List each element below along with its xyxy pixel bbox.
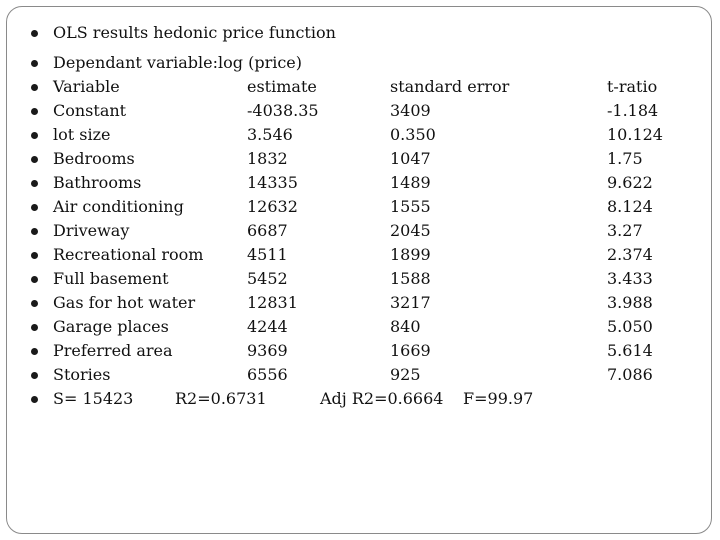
row-standard-error: 2045 [390, 221, 431, 240]
row-variable: Stories [53, 365, 111, 384]
row-standard-error: 3217 [390, 293, 431, 312]
stat-s: S= 15423 [53, 389, 134, 408]
bullet-icon [31, 108, 38, 115]
row-t-ratio: 3.433 [607, 269, 653, 288]
row-variable: lot size [53, 125, 111, 144]
row-estimate: 6687 [247, 221, 288, 240]
row-t-ratio: 1.75 [607, 149, 643, 168]
bullet-icon [31, 156, 38, 163]
row-variable: Bathrooms [53, 173, 142, 192]
row-t-ratio: 9.622 [607, 173, 653, 192]
bullet-icon [31, 396, 38, 403]
row-standard-error: 1899 [390, 245, 431, 264]
stat-f: F=99.97 [463, 389, 534, 408]
row-variable: Preferred area [53, 341, 173, 360]
header-estimate: estimate [247, 77, 317, 96]
bullet-icon [31, 180, 38, 187]
bullet-icon [31, 30, 38, 37]
row-estimate: 1832 [247, 149, 288, 168]
row-estimate: 9369 [247, 341, 288, 360]
row-t-ratio: 10.124 [607, 125, 663, 144]
stat-adj-r2: Adj R2=0.6664 [320, 389, 444, 408]
row-estimate: 3.546 [247, 125, 293, 144]
row-variable: Constant [53, 101, 127, 120]
row-t-ratio: 2.374 [607, 245, 653, 264]
row-estimate: 14335 [247, 173, 298, 192]
row-standard-error: 1489 [390, 173, 431, 192]
bullet-icon [31, 252, 38, 259]
row-standard-error: 925 [390, 365, 421, 384]
row-variable: Garage places [53, 317, 169, 336]
row-estimate: 4244 [247, 317, 288, 336]
row-estimate: 12632 [247, 197, 298, 216]
row-variable: Recreational room [53, 245, 204, 264]
row-estimate: 4511 [247, 245, 288, 264]
row-standard-error: 1555 [390, 197, 431, 216]
row-variable: Gas for hot water [53, 293, 196, 312]
row-estimate: 6556 [247, 365, 288, 384]
slide-title: OLS results hedonic price function [53, 23, 336, 42]
bullet-icon [31, 300, 38, 307]
bullet-icon [31, 228, 38, 235]
row-estimate: -4038.35 [247, 101, 319, 120]
row-variable: Air conditioning [53, 197, 184, 216]
row-t-ratio: -1.184 [607, 101, 659, 120]
row-estimate: 12831 [247, 293, 298, 312]
row-t-ratio: 3.988 [607, 293, 653, 312]
row-t-ratio: 5.614 [607, 341, 653, 360]
row-t-ratio: 8.124 [607, 197, 653, 216]
row-standard-error: 840 [390, 317, 421, 336]
bullet-icon [31, 324, 38, 331]
row-variable: Driveway [53, 221, 130, 240]
dependent-variable: Dependant variable:log (price) [53, 53, 303, 72]
bullet-icon [31, 204, 38, 211]
bullet-icon [31, 60, 38, 67]
row-standard-error: 1047 [390, 149, 431, 168]
bullet-icon [31, 132, 38, 139]
header-t-ratio: t-ratio [607, 77, 658, 96]
bullet-icon [31, 276, 38, 283]
stat-r2: R2=0.6731 [175, 389, 267, 408]
row-t-ratio: 7.086 [607, 365, 653, 384]
header-standard-error: standard error [390, 77, 510, 96]
row-standard-error: 3409 [390, 101, 431, 120]
bullet-icon [31, 84, 38, 91]
row-t-ratio: 3.27 [607, 221, 643, 240]
row-standard-error: 1588 [390, 269, 431, 288]
bullet-icon [31, 348, 38, 355]
row-t-ratio: 5.050 [607, 317, 653, 336]
row-variable: Bedrooms [53, 149, 135, 168]
bullet-icon [31, 372, 38, 379]
row-standard-error: 0.350 [390, 125, 436, 144]
row-variable: Full basement [53, 269, 169, 288]
row-standard-error: 1669 [390, 341, 431, 360]
row-estimate: 5452 [247, 269, 288, 288]
header-variable: Variable [53, 77, 120, 96]
